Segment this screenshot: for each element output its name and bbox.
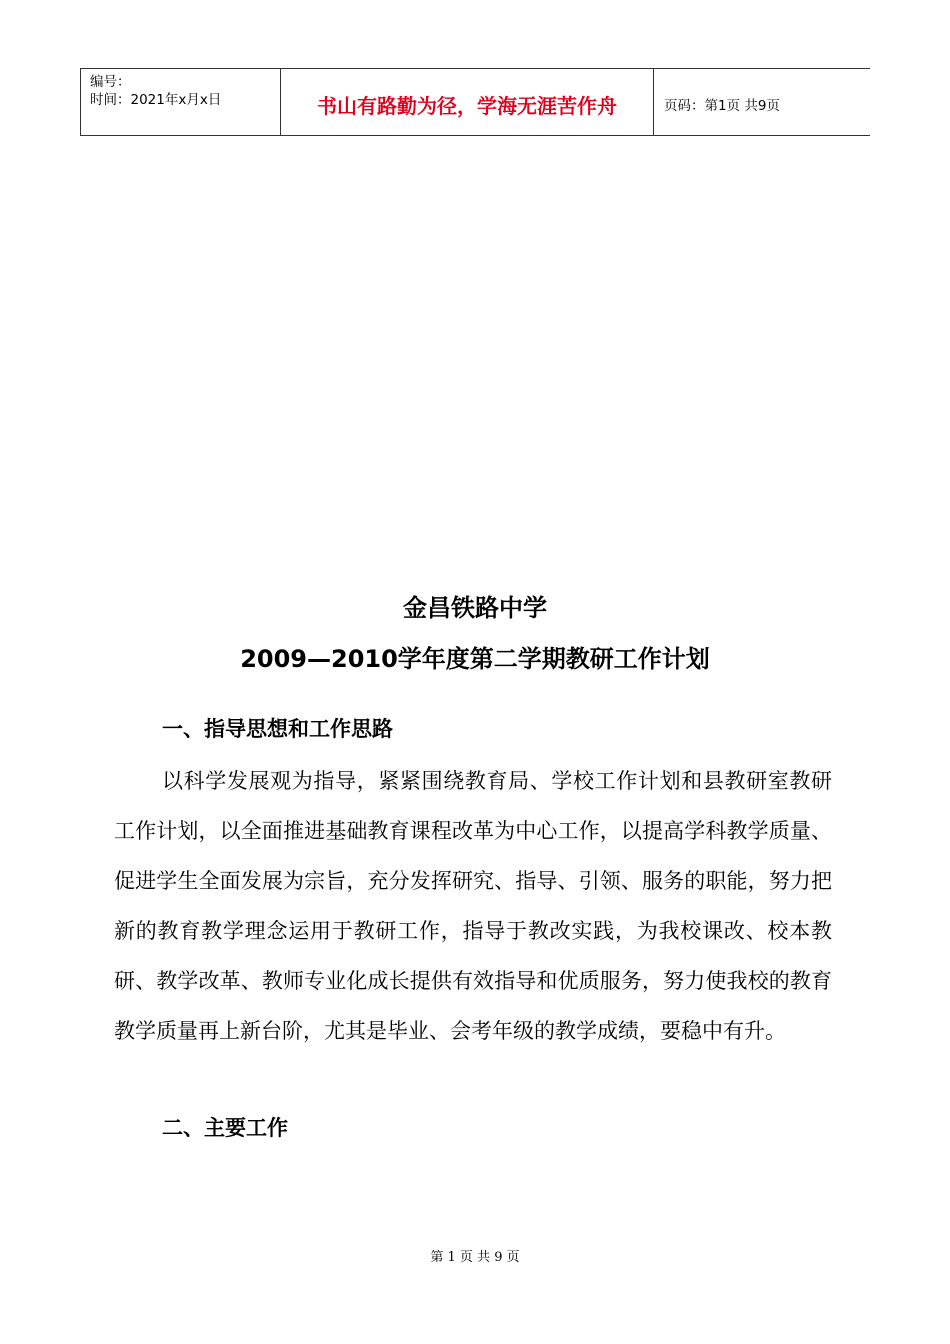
number-label: 编号： xyxy=(90,74,131,90)
school-title: 金昌铁路中学 xyxy=(403,594,547,622)
time-label: 时间：2021年x月x日 xyxy=(90,92,222,108)
section-1-body: 以科学发展观为指导，紧紧围绕教育局、学校工作计划和县教研室教研工作计划，以全面推进基础教育课程改革为中心工作，以提高学科教学质量、促进学生全面发展为宗旨，充分发挥研究、指导、引领、服务的职能，努力把新的教育教学理念运用于教研工作，指导于教改实践，为我校课改、校本教研、教学改革、教师专业化成长提供有效指导和优质服务，努力使我校的教育教学质量再上新台阶，尤其是毕业、会考年级的教学成绩，要稳中有升。 xyxy=(114,769,832,1043)
header-table xyxy=(80,68,870,136)
header-motto-cell xyxy=(281,69,654,135)
header-page-cell xyxy=(654,69,870,135)
footer-page-number: 第 1 页 共 9 页 xyxy=(430,1250,520,1265)
section-2-heading: 二、主要工作 xyxy=(162,1116,288,1140)
section-1-heading: 一、指导思想和工作思路 xyxy=(162,717,393,741)
plan-title: 2009—2010学年度第二学期教研工作计划 xyxy=(240,645,710,673)
header-meta-cell xyxy=(80,69,281,135)
motto-text: 书山有路勤为径，学海无涯苦作舟 xyxy=(317,93,617,118)
page-info: 页码：第1页 共9页 xyxy=(664,98,780,114)
